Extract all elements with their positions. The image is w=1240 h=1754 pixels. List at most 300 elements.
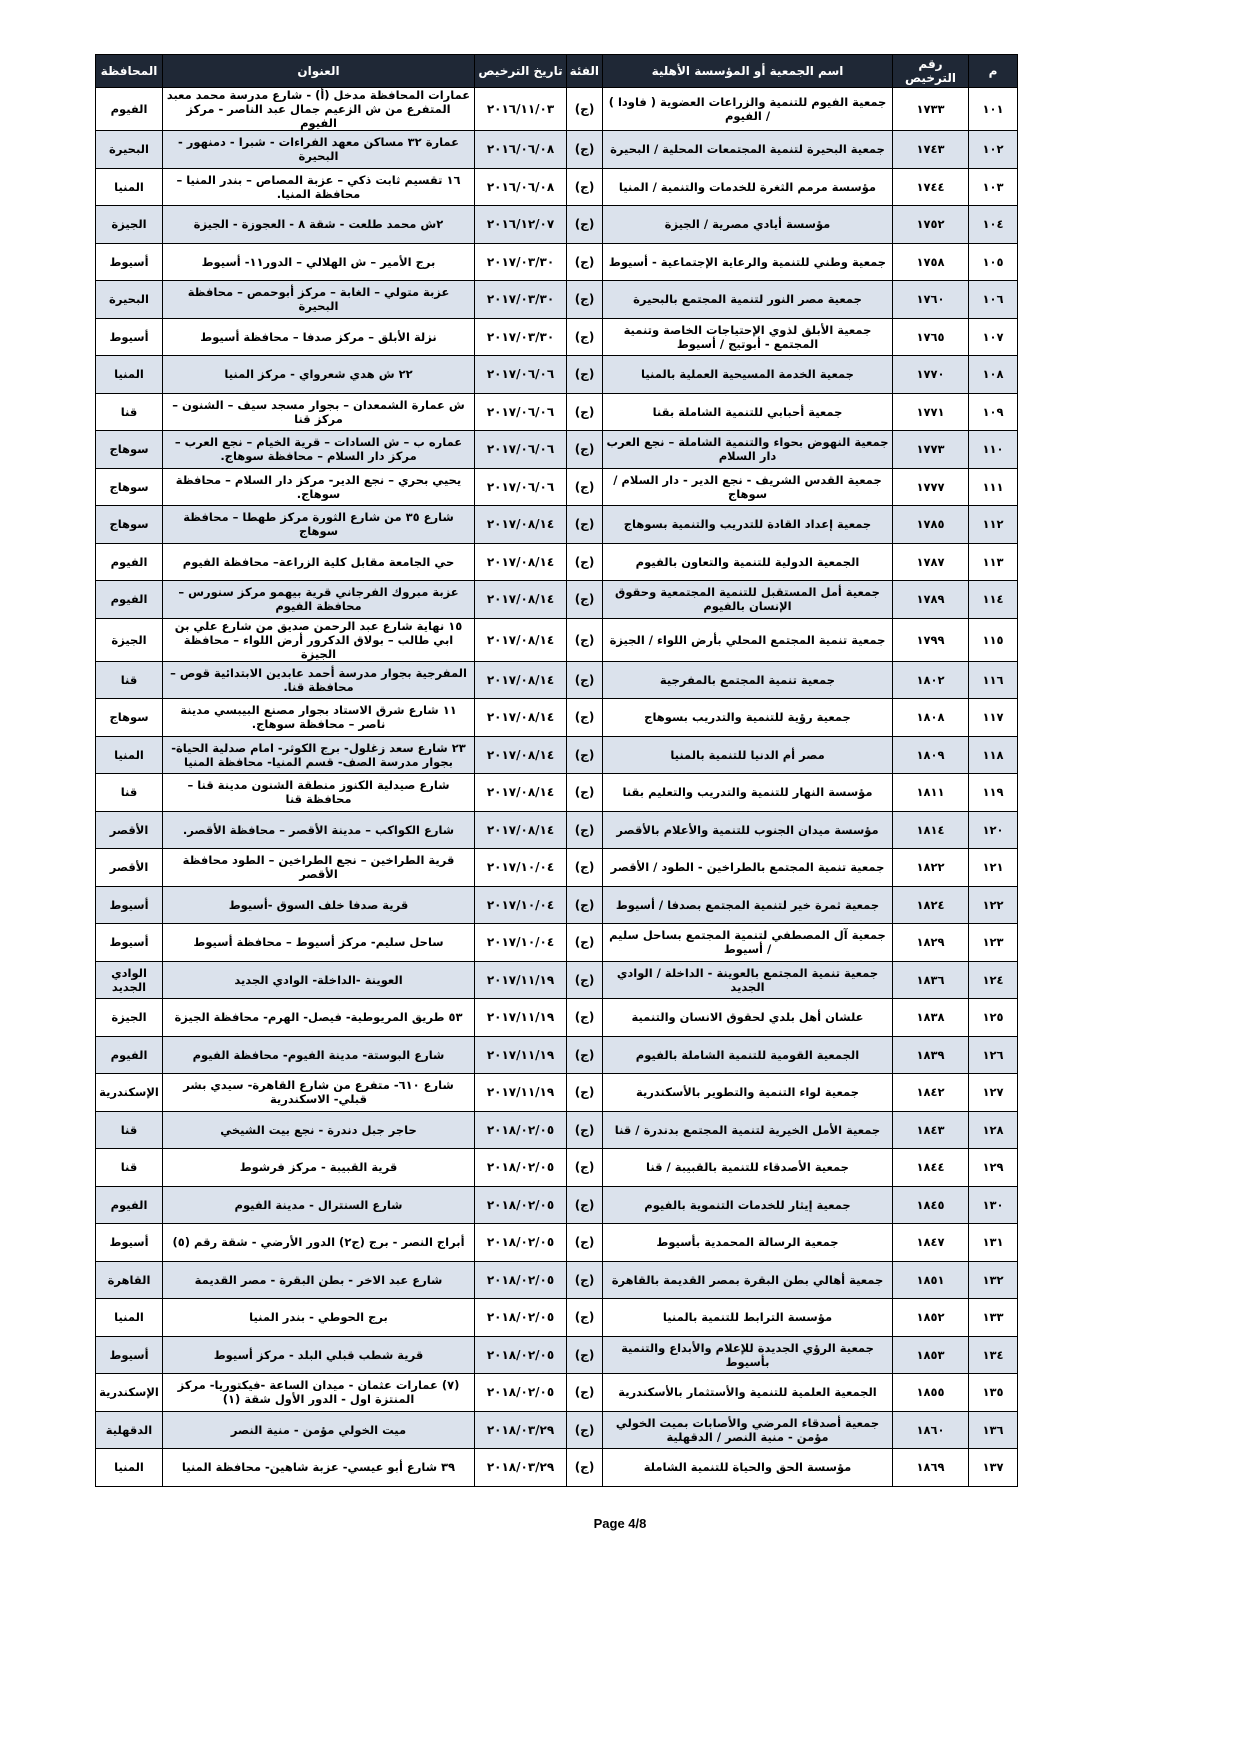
license-number-cell: ١٨٥١ [893, 1261, 969, 1299]
table-row [96, 543, 1018, 581]
license-number-cell: ١٨٥٥ [893, 1374, 969, 1412]
category-cell: (ج) [567, 1261, 603, 1299]
table-row [96, 88, 1018, 131]
license-date-cell: ٢٠١٧/٠٨/١٤ [475, 661, 567, 699]
address-cell: ١١ شارع شرق الاستاد بجوار مصنع البيبسي مدينة ناصر – محافظة سوهاج. [163, 699, 475, 737]
association-name-cell: مؤسسة مرمم الثغرة للخدمات والتنمية / المنيا [603, 168, 893, 206]
table-row [96, 131, 1018, 169]
header-governorate: المحافظة [96, 55, 163, 88]
association-name-cell: جمعية النهوض بحواء والتنمية الشاملة – نجع العرب دار السلام [603, 431, 893, 469]
address-cell: عمارة ٣٢ مساكن معهد الفراءات - شبرا - دمنهور - البحيرة [163, 131, 475, 169]
governorate-cell: المنيا [96, 356, 163, 394]
row-number-cell: ١١٢ [969, 506, 1018, 544]
address-cell: عزبة متولي – الغابة – مركز أبوحمص – محافظة البحيرة [163, 281, 475, 319]
license-date-cell: ٢٠١٨/٠٢/٠٥ [475, 1224, 567, 1262]
license-date-cell: ٢٠١٧/٠٣/٣٠ [475, 243, 567, 281]
category-cell: (ج) [567, 131, 603, 169]
governorate-cell: الفيوم [96, 88, 163, 131]
table-row [96, 318, 1018, 356]
license-number-cell: ١٧٦٥ [893, 318, 969, 356]
table-row [96, 356, 1018, 394]
license-date-cell: ٢٠١٧/٠٦/٠٦ [475, 468, 567, 506]
association-name-cell: جمعية إعداد القادة للتدريب والتنمية بسوهاج [603, 506, 893, 544]
association-name-cell: الجمعية الدولية للتنمية والتعاون بالفيوم [603, 543, 893, 581]
association-name-cell: جمعية لواء التنمية والتطوير بالأسكندرية [603, 1074, 893, 1112]
association-name-cell: جمعية مصر النور لتنمية المجتمع بالبحيرة [603, 281, 893, 319]
address-cell: حي الجامعة مقابل كلية الزراعة– محافظة الفيوم [163, 543, 475, 581]
address-cell: برج الحوطي - بندر المنيا [163, 1299, 475, 1337]
table-row [96, 1186, 1018, 1224]
association-name-cell: مؤسسة الترابط للتنمية بالمنيا [603, 1299, 893, 1337]
table-row [96, 206, 1018, 244]
row-number-cell: ١٣٢ [969, 1261, 1018, 1299]
license-date-cell: ٢٠١٨/٠٢/٠٥ [475, 1186, 567, 1224]
table-row [96, 924, 1018, 962]
association-name-cell: جمعية تنمية المجتمع بالعوينة - الداخلة / الوادي الجديد [603, 961, 893, 999]
governorate-cell: سوهاج [96, 468, 163, 506]
governorate-cell: أسيوط [96, 1224, 163, 1262]
association-name-cell: جمعية تنمية المجتمع بالمفرجية [603, 661, 893, 699]
association-name-cell: جمعية إيثار للخدمات التنموية بالفيوم [603, 1186, 893, 1224]
license-number-cell: ١٨٦٩ [893, 1449, 969, 1487]
address-cell: ش عمارة الشمعدان – بجوار مسجد سيف – الشنون – مركز قنا [163, 393, 475, 431]
category-cell: (ج) [567, 206, 603, 244]
association-name-cell: علشان أهل بلدي لحقوق الانسان والتنمية [603, 999, 893, 1037]
license-date-cell: ٢٠١٧/٠٨/١٤ [475, 618, 567, 661]
license-date-cell: ٢٠١٧/٠٣/٣٠ [475, 281, 567, 319]
governorate-cell: قنا [96, 774, 163, 812]
row-number-cell: ١٠٩ [969, 393, 1018, 431]
governorate-cell: أسيوط [96, 243, 163, 281]
license-number-cell: ١٨٤٣ [893, 1111, 969, 1149]
address-cell: يحيي بحري – نجع الدير- مركز دار السلام – محافظة سوهاج. [163, 468, 475, 506]
category-cell: (ج) [567, 774, 603, 812]
license-number-cell: ١٨٥٣ [893, 1336, 969, 1374]
category-cell: (ج) [567, 1186, 603, 1224]
license-number-cell: ١٧٧٣ [893, 431, 969, 469]
governorate-cell: المنيا [96, 168, 163, 206]
license-date-cell: ٢٠١٧/٠٨/١٤ [475, 543, 567, 581]
address-cell: ٣٩ شارع أبو عيسي- عزبة شاهين- محافظة المنيا [163, 1449, 475, 1487]
category-cell: (ج) [567, 1299, 603, 1337]
license-number-cell: ١٨٥٢ [893, 1299, 969, 1337]
address-cell: (٧) عمارات عثمان - ميدان الساعة -فيكتوريا- مركز المنتزة اول - الدور الأول شقة (١) [163, 1374, 475, 1412]
category-cell: (ج) [567, 961, 603, 999]
address-cell: ٢٢ ش هدي شعرواي - مركز المنيا [163, 356, 475, 394]
address-cell: نزلة الأبلق – مركز صدفا – محافظة أسيوط [163, 318, 475, 356]
row-number-cell: ١١٤ [969, 581, 1018, 619]
association-name-cell: جمعية القدس الشريف - نجع الدير - دار السلام / سوهاج [603, 468, 893, 506]
license-date-cell: ٢٠١٧/١١/١٩ [475, 1074, 567, 1112]
header-num: م [969, 55, 1018, 88]
category-cell: (ج) [567, 886, 603, 924]
table-row [96, 961, 1018, 999]
address-cell: أبراج النصر - برج (ج٢) الدور الأرضي - شقة رقم (٥) [163, 1224, 475, 1262]
license-date-cell: ٢٠١٧/٠٨/١٤ [475, 774, 567, 812]
row-number-cell: ١٢٧ [969, 1074, 1018, 1112]
association-name-cell: جمعية البحيرة لتنمية المجتمعات المحلية / البحيرة [603, 131, 893, 169]
governorate-cell: أسيوط [96, 318, 163, 356]
license-number-cell: ١٧٨٥ [893, 506, 969, 544]
category-cell: (ج) [567, 581, 603, 619]
license-date-cell: ٢٠١٨/٠٢/٠٥ [475, 1111, 567, 1149]
row-number-cell: ١٠٢ [969, 131, 1018, 169]
address-cell: قرية القبيبة - مركز فرشوط [163, 1149, 475, 1187]
table-row [96, 581, 1018, 619]
header-license-date: تاريخ الترخيص [475, 55, 567, 88]
category-cell: (ج) [567, 924, 603, 962]
governorate-cell: سوهاج [96, 506, 163, 544]
row-number-cell: ١٢٢ [969, 886, 1018, 924]
governorate-cell: قنا [96, 393, 163, 431]
table-row [96, 699, 1018, 737]
category-cell: (ج) [567, 281, 603, 319]
row-number-cell: ١٠٧ [969, 318, 1018, 356]
category-cell: (ج) [567, 736, 603, 774]
address-cell: المفرجية بجوار مدرسة أحمد عابدين الابتدائية قوص – محافظة قنا. [163, 661, 475, 699]
table-row [96, 849, 1018, 887]
association-name-cell: جمعية تنمية المجتمع المحلي بأرض اللواء / الجيزة [603, 618, 893, 661]
category-cell: (ج) [567, 318, 603, 356]
address-cell: ٥٣ طريق المريوطية- فيصل- الهرم- محافظة الجيزة [163, 999, 475, 1037]
row-number-cell: ١٣٤ [969, 1336, 1018, 1374]
association-name-cell: مؤسسة الحق والحياة للتنمية الشاملة [603, 1449, 893, 1487]
license-number-cell: ١٧٣٣ [893, 88, 969, 131]
license-number-cell: ١٨١١ [893, 774, 969, 812]
category-cell: (ج) [567, 393, 603, 431]
license-date-cell: ٢٠١٦/١٢/٠٧ [475, 206, 567, 244]
association-name-cell: جمعية وطني للتنمية والرعاية الإجتماعية - أسيوط [603, 243, 893, 281]
governorate-cell: أسيوط [96, 924, 163, 962]
table-row [96, 1336, 1018, 1374]
category-cell: (ج) [567, 849, 603, 887]
table-row [96, 774, 1018, 812]
governorate-cell: الجيزة [96, 618, 163, 661]
association-name-cell: مؤسسة ميدان الجنوب للتنمية والأعلام بالأقصر [603, 811, 893, 849]
address-cell: عمارات المحافظة مدخل (أ) - شارع مدرسة محمد معبد المتفرع من ش الزعيم جمال عبد الناصر - مركز الفيوم [163, 88, 475, 131]
association-name-cell: جمعية الخدمة المسيحية العملية بالمنيا [603, 356, 893, 394]
association-name-cell: جمعية الرسالة المحمدية بأسيوط [603, 1224, 893, 1262]
license-date-cell: ٢٠١٨/٠٢/٠٥ [475, 1299, 567, 1337]
category-cell: (ج) [567, 1149, 603, 1187]
license-date-cell: ٢٠١٧/٠٦/٠٦ [475, 431, 567, 469]
license-date-cell: ٢٠١٧/١١/١٩ [475, 999, 567, 1037]
license-date-cell: ٢٠١٧/٠٨/١٤ [475, 811, 567, 849]
category-cell: (ج) [567, 468, 603, 506]
license-date-cell: ٢٠١٦/٠٦/٠٨ [475, 168, 567, 206]
license-number-cell: ١٨٢٤ [893, 886, 969, 924]
category-cell: (ج) [567, 1374, 603, 1412]
row-number-cell: ١٢٤ [969, 961, 1018, 999]
category-cell: (ج) [567, 356, 603, 394]
governorate-cell: البحيرة [96, 281, 163, 319]
license-number-cell: ١٧٧٠ [893, 356, 969, 394]
row-number-cell: ١٣٧ [969, 1449, 1018, 1487]
row-number-cell: ١٠٨ [969, 356, 1018, 394]
association-name-cell: جمعية الفيوم للتنمية والزراعات العضوية ( فاودا ) / الفيوم [603, 88, 893, 131]
address-cell: شارع البوستة- مدينة الفيوم- محافظة الفيوم [163, 1036, 475, 1074]
category-cell: (ج) [567, 431, 603, 469]
category-cell: (ج) [567, 243, 603, 281]
table-row [96, 168, 1018, 206]
table-row [96, 243, 1018, 281]
row-number-cell: ١٠٣ [969, 168, 1018, 206]
row-number-cell: ١٣٣ [969, 1299, 1018, 1337]
license-number-cell: ١٨٠٩ [893, 736, 969, 774]
header-address: العنوان [163, 55, 475, 88]
address-cell: عزبة مبروك الفرجاني قرية بيهمو مركز سنورس – محافظة الفيوم [163, 581, 475, 619]
license-number-cell: ١٨٢٩ [893, 924, 969, 962]
license-date-cell: ٢٠١٧/٠٦/٠٦ [475, 393, 567, 431]
license-number-cell: ١٨٣٨ [893, 999, 969, 1037]
category-cell: (ج) [567, 999, 603, 1037]
license-date-cell: ٢٠١٧/١١/١٩ [475, 1036, 567, 1074]
address-cell: ميت الخولي مؤمن - منية النصر [163, 1411, 475, 1449]
governorate-cell: الفيوم [96, 543, 163, 581]
license-number-cell: ١٧٥٢ [893, 206, 969, 244]
table-row [96, 1261, 1018, 1299]
row-number-cell: ١٢٩ [969, 1149, 1018, 1187]
association-name-cell: جمعية رؤية للتنمية والتدريب بسوهاج [603, 699, 893, 737]
address-cell: حاجر جبل دندرة - نجع بيت الشيخي [163, 1111, 475, 1149]
governorate-cell: الأقصر [96, 849, 163, 887]
category-cell: (ج) [567, 618, 603, 661]
category-cell: (ج) [567, 88, 603, 131]
category-cell: (ج) [567, 1074, 603, 1112]
address-cell: شارع عبد الاخر - بطن البقرة - مصر القديمة [163, 1261, 475, 1299]
association-name-cell: جمعية الأصدقاء للتنمية بالقبيبة / قنا [603, 1149, 893, 1187]
row-number-cell: ١١٩ [969, 774, 1018, 812]
page-number: Page 4/8 [593, 1516, 647, 1531]
governorate-cell: المنيا [96, 1299, 163, 1337]
category-cell: (ج) [567, 811, 603, 849]
governorate-cell: قنا [96, 1111, 163, 1149]
license-number-cell: ١٨٣٩ [893, 1036, 969, 1074]
row-number-cell: ١١٧ [969, 699, 1018, 737]
table-row [96, 393, 1018, 431]
license-number-cell: ١٧٥٨ [893, 243, 969, 281]
row-number-cell: ١٢٦ [969, 1036, 1018, 1074]
license-date-cell: ٢٠١٧/١٠/٠٤ [475, 924, 567, 962]
address-cell: قرية شطب قبلي البلد - مركز أسيوط [163, 1336, 475, 1374]
governorate-cell: الدقهلية [96, 1411, 163, 1449]
license-number-cell: ١٨١٤ [893, 811, 969, 849]
license-number-cell: ١٧٧٧ [893, 468, 969, 506]
row-number-cell: ١٣١ [969, 1224, 1018, 1262]
license-date-cell: ٢٠١٧/٠٨/١٤ [475, 699, 567, 737]
row-number-cell: ١٠١ [969, 88, 1018, 131]
governorate-cell: الإسكندرية [96, 1374, 163, 1412]
governorate-cell: سوهاج [96, 699, 163, 737]
governorate-cell: الفيوم [96, 1036, 163, 1074]
table-row [96, 1111, 1018, 1149]
governorate-cell: القاهرة [96, 1261, 163, 1299]
row-number-cell: ١٢١ [969, 849, 1018, 887]
association-name-cell: جمعية أحبابي للتنمية الشاملة بقنا [603, 393, 893, 431]
license-number-cell: ١٧٤٤ [893, 168, 969, 206]
table-row [96, 431, 1018, 469]
row-number-cell: ١١٣ [969, 543, 1018, 581]
row-number-cell: ١١١ [969, 468, 1018, 506]
category-cell: (ج) [567, 661, 603, 699]
address-cell: ٢٣ شارع سعد زغلول- برج الكوثر- امام صدلية الحياة- بجوار مدرسة الصف- قسم المنيا- محافظة المنيا [163, 736, 475, 774]
governorate-cell: الأقصر [96, 811, 163, 849]
category-cell: (ج) [567, 543, 603, 581]
license-date-cell: ٢٠١٧/٠٨/١٤ [475, 506, 567, 544]
table-row [96, 1374, 1018, 1412]
license-number-cell: ١٧٧١ [893, 393, 969, 431]
address-cell: عماره ب – ش السادات – قرية الخيام – نجع العرب – مركز دار السلام – محافظة سوهاج. [163, 431, 475, 469]
license-date-cell: ٢٠١٧/١٠/٠٤ [475, 849, 567, 887]
license-date-cell: ٢٠١٦/٠٦/٠٨ [475, 131, 567, 169]
row-number-cell: ١٠٤ [969, 206, 1018, 244]
association-name-cell: مصر أم الدنيا للتنمية بالمنيا [603, 736, 893, 774]
license-number-cell: ١٨٤٧ [893, 1224, 969, 1262]
association-name-cell: الجمعية العلمية للتنمية والأستثمار بالأسكندرية [603, 1374, 893, 1412]
table-row [96, 281, 1018, 319]
governorate-cell: الجيزة [96, 206, 163, 244]
row-number-cell: ١١٥ [969, 618, 1018, 661]
license-date-cell: ٢٠١٨/٠٢/٠٥ [475, 1374, 567, 1412]
address-cell: قرية الطراخين – نجع الطراخين – الطود محافظة الأقصر [163, 849, 475, 887]
category-cell: (ج) [567, 1411, 603, 1449]
association-name-cell: جمعية آل المصطفي لتنمية المجتمع بساحل سليم / أسيوط [603, 924, 893, 962]
license-date-cell: ٢٠١٦/١١/٠٣ [475, 88, 567, 131]
table-row [96, 1299, 1018, 1337]
license-number-cell: ١٨٢٢ [893, 849, 969, 887]
license-number-cell: ١٧٨٧ [893, 543, 969, 581]
license-date-cell: ٢٠١٨/٠٣/٢٩ [475, 1449, 567, 1487]
governorate-cell: المنيا [96, 736, 163, 774]
governorate-cell: المنيا [96, 1449, 163, 1487]
row-number-cell: ١٢٣ [969, 924, 1018, 962]
address-cell: قرية صدفا خلف السوق -أسيوط [163, 886, 475, 924]
governorate-cell: أسيوط [96, 886, 163, 924]
table-row [96, 1149, 1018, 1187]
category-cell: (ج) [567, 1111, 603, 1149]
table-header-row [96, 55, 1018, 88]
association-name-cell: جمعية الأمل الخيرية لتنمية المجتمع بدندرة / قنا [603, 1111, 893, 1149]
category-cell: (ج) [567, 1224, 603, 1262]
address-cell: شارع صيدلية الكنوز منطقة الشنون مدينة قنا – محافظة قنا [163, 774, 475, 812]
license-date-cell: ٢٠١٧/٠٦/٠٦ [475, 356, 567, 394]
address-cell: ١٥ نهاية شارع عبد الرحمن صديق من شارع علي بن ابي طالب – بولاق الدكرور أرض اللواء – محافظة الجيزة [163, 618, 475, 661]
table-row [96, 736, 1018, 774]
table-row [96, 618, 1018, 661]
address-cell: ساحل سليم- مركز أسيوط – محافظة أسيوط [163, 924, 475, 962]
license-number-cell: ١٨٦٠ [893, 1411, 969, 1449]
header-category: الفئة [567, 55, 603, 88]
license-date-cell: ٢٠١٨/٠٢/٠٥ [475, 1336, 567, 1374]
governorate-cell: الوادي الجديد [96, 961, 163, 999]
license-number-cell: ١٨٤٤ [893, 1149, 969, 1187]
association-name-cell: جمعية أصدقاء المرضي والأصابات بميت الخولي مؤمن - منية النصر / الدقهلية [603, 1411, 893, 1449]
table-row [96, 1224, 1018, 1262]
governorate-cell: الفيوم [96, 1186, 163, 1224]
license-number-cell: ١٨٠٨ [893, 699, 969, 737]
address-cell: شارع ٦١٠- متفرع من شارع القاهرة- سيدي بشر قبلي- الاسكندرية [163, 1074, 475, 1112]
license-number-cell: ١٧٦٠ [893, 281, 969, 319]
association-name-cell: جمعية تنمية المجتمع بالطراخين - الطود / الأقصر [603, 849, 893, 887]
table-row [96, 886, 1018, 924]
license-date-cell: ٢٠١٧/٠٨/١٤ [475, 736, 567, 774]
governorate-cell: سوهاج [96, 431, 163, 469]
governorate-cell: الإسكندرية [96, 1074, 163, 1112]
governorate-cell: الجيزة [96, 999, 163, 1037]
table-row [96, 1074, 1018, 1112]
row-number-cell: ١٠٥ [969, 243, 1018, 281]
association-name-cell: جمعية أهالي بطن البقرة بمصر القديمة بالقاهرة [603, 1261, 893, 1299]
license-number-cell: ١٧٩٩ [893, 618, 969, 661]
address-cell: ٢ش محمد طلعت - شقة ٨ - العجوزة - الجيزة [163, 206, 475, 244]
association-name-cell: الجمعية القومية للتنمية الشاملة بالفيوم [603, 1036, 893, 1074]
table-row [96, 506, 1018, 544]
license-number-cell: ١٨٣٦ [893, 961, 969, 999]
category-cell: (ج) [567, 1449, 603, 1487]
license-number-cell: ١٧٨٩ [893, 581, 969, 619]
address-cell: ١٦ تقسيم ثابت ذكي – عزبة المصاص – بندر المنيا – محافظة المنيا. [163, 168, 475, 206]
association-name-cell: جمعية الأبلق لذوي الإحتياجات الخاصة وتنمية المجتمع - أبوتيج / أسيوط [603, 318, 893, 356]
address-cell: شارع ٣٥ من شارع الثورة مركز طهطا – محافظة سوهاج [163, 506, 475, 544]
table-row [96, 661, 1018, 699]
license-number-cell: ١٨٠٢ [893, 661, 969, 699]
table-row [96, 999, 1018, 1037]
row-number-cell: ١١٦ [969, 661, 1018, 699]
row-number-cell: ١٢٨ [969, 1111, 1018, 1149]
address-cell: شارع السنترال - مدينة الفيوم [163, 1186, 475, 1224]
table-row [96, 1036, 1018, 1074]
category-cell: (ج) [567, 168, 603, 206]
address-cell: شارع الكواكب – مدينة الأقصر – محافظة الأقصر. [163, 811, 475, 849]
category-cell: (ج) [567, 1036, 603, 1074]
address-cell: برج الأمير – ش الهلالي – الدور١١- أسيوط [163, 243, 475, 281]
row-number-cell: ١٠٦ [969, 281, 1018, 319]
governorate-cell: قنا [96, 661, 163, 699]
association-name-cell: جمعية الرؤي الجديدة للإعلام والأبداع والتنمية بأسيوط [603, 1336, 893, 1374]
table-row [96, 468, 1018, 506]
license-date-cell: ٢٠١٨/٠٢/٠٥ [475, 1149, 567, 1187]
association-name-cell: جمعية ثمرة خير لتنمية المجتمع بصدفا / أسيوط [603, 886, 893, 924]
license-number-cell: ١٨٤٢ [893, 1074, 969, 1112]
license-date-cell: ٢٠١٨/٠٢/٠٥ [475, 1261, 567, 1299]
row-number-cell: ١١٠ [969, 431, 1018, 469]
header-license-no: رقم الترخيص [893, 55, 969, 88]
license-date-cell: ٢٠١٧/٠٣/٣٠ [475, 318, 567, 356]
table-row [96, 1449, 1018, 1487]
association-name-cell: مؤسسة النهار للتنمية والتدريب والتعليم بقنا [603, 774, 893, 812]
license-date-cell: ٢٠١٧/١٠/٠٤ [475, 886, 567, 924]
governorate-cell: أسيوط [96, 1336, 163, 1374]
category-cell: (ج) [567, 506, 603, 544]
row-number-cell: ١٣٠ [969, 1186, 1018, 1224]
row-number-cell: ١١٨ [969, 736, 1018, 774]
address-cell: العوينة -الداخلة- الوادي الجديد [163, 961, 475, 999]
row-number-cell: ١٢٠ [969, 811, 1018, 849]
category-cell: (ج) [567, 1336, 603, 1374]
governorate-cell: قنا [96, 1149, 163, 1187]
license-date-cell: ٢٠١٧/٠٨/١٤ [475, 581, 567, 619]
associations-table [95, 54, 1018, 1487]
row-number-cell: ١٢٥ [969, 999, 1018, 1037]
license-date-cell: ٢٠١٧/١١/١٩ [475, 961, 567, 999]
association-name-cell: جمعية أمل المستقبل للتنمية المجتمعية وحقوق الإنسان بالفيوم [603, 581, 893, 619]
association-name-cell: مؤسسة أيادي مصرية / الجيزة [603, 206, 893, 244]
table-row [96, 1411, 1018, 1449]
governorate-cell: البحيرة [96, 131, 163, 169]
header-name: اسم الجمعية أو المؤسسة الأهلية [603, 55, 893, 88]
license-date-cell: ٢٠١٨/٠٣/٢٩ [475, 1411, 567, 1449]
row-number-cell: ١٣٦ [969, 1411, 1018, 1449]
